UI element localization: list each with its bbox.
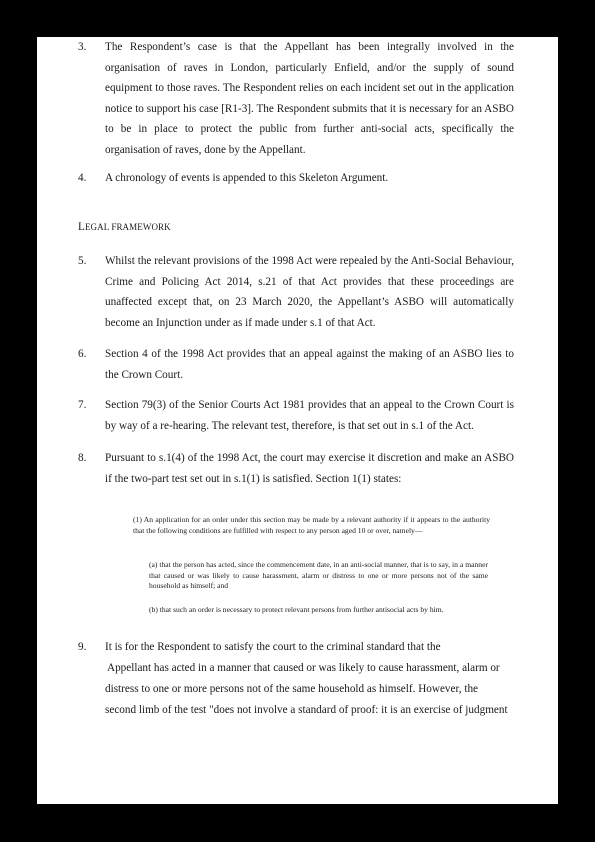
paragraph-number: 7. [78,399,87,411]
statute-quote-a: (a) that the person has acted, since the commencement date, in an anti-social manner, that is to say, in a manner that caused or was likely to cause harassment, alarm or distress to one or more persons not of the same household as himself; and [149,560,488,591]
paragraph-line: Appellant has acted in a manner that caused or was likely to cause harassment, alarm or [107,662,500,674]
paragraph-number: 4. [78,172,87,184]
statute-quote-b: (b) that such an order is necessary to protect relevant persons from further antisocial acts by him. [149,605,444,614]
paragraph-text: Whilst the relevant provisions of the 1998 Act were repealed by the Anti-Social Behaviour, Crime and Policing Act 2014, s.21 of that Act provides that these proceedings are unaffected except that, on 23 March 2020, the Appellant’s ASBO will automatically become an Injunction under as if made under s.1 of that Act. [105,255,514,329]
paragraph-text: A chronology of events is appended to this Skeleton Argument. [105,172,389,184]
paragraph-text: The Respondent’s case is that the Appellant has been integrally involved in the organisation of raves in London, particularly Enfield, and/or the supply of sound equipment to those raves. The Respondent relies on each incident set out in the application notice to support his case [R1-3]. The Respondent submits that it is necessary for an ASBO to be in place to protect the public from further anti-social acts, specifically the organisation of raves, done by the Appellant. [105,41,514,156]
paragraph-5 [78,251,514,333]
paragraph-number: 5. [78,255,87,267]
paragraph-line: distress to one or more persons not of the same household as himself. However, the [105,683,479,695]
paragraph-number: 8. [78,452,87,464]
paragraph-line: It is for the Respondent to satisfy the court to the criminal standard that the [105,641,441,653]
paragraph-text: Pursuant to s.1(4) of the 1998 Act, the court may exercise it discretion and make an ASBO if the two-part test set out in s.1(1) is satisfied. Section 1(1) states: [105,452,514,485]
paragraph-6 [78,344,514,385]
paragraph-number: 3. [78,41,87,53]
paragraph-4 [78,168,514,189]
statute-quote: (1) An application for an order under this section may be made by a relevant authority if it appears to the authority that the following conditions are fulfilled with respect to any person aged 10 or over, namely— [133,515,490,535]
paragraph-text: Section 79(3) of the Senior Courts Act 1981 provides that an appeal to the Crown Court is by way of a re-hearing. The relevant test, therefore, is that set out in s.1 of the Act. [105,399,514,432]
paragraph-7 [78,395,514,436]
paragraph-text: Section 4 of the 1998 Act provides that an appeal against the making of an ASBO lies to the Crown Court. [105,348,514,381]
section-heading: LEGAL FRAMEWORK [78,221,171,233]
paragraph-number: 6. [78,348,87,360]
document-page [37,37,558,804]
paragraph-line: second limb of the test "does not involve a standard of proof: it is an exercise of judgment [105,704,508,716]
paragraph-3 [78,37,514,161]
paragraph-number: 9. [78,641,87,653]
paragraph-8 [78,448,514,489]
